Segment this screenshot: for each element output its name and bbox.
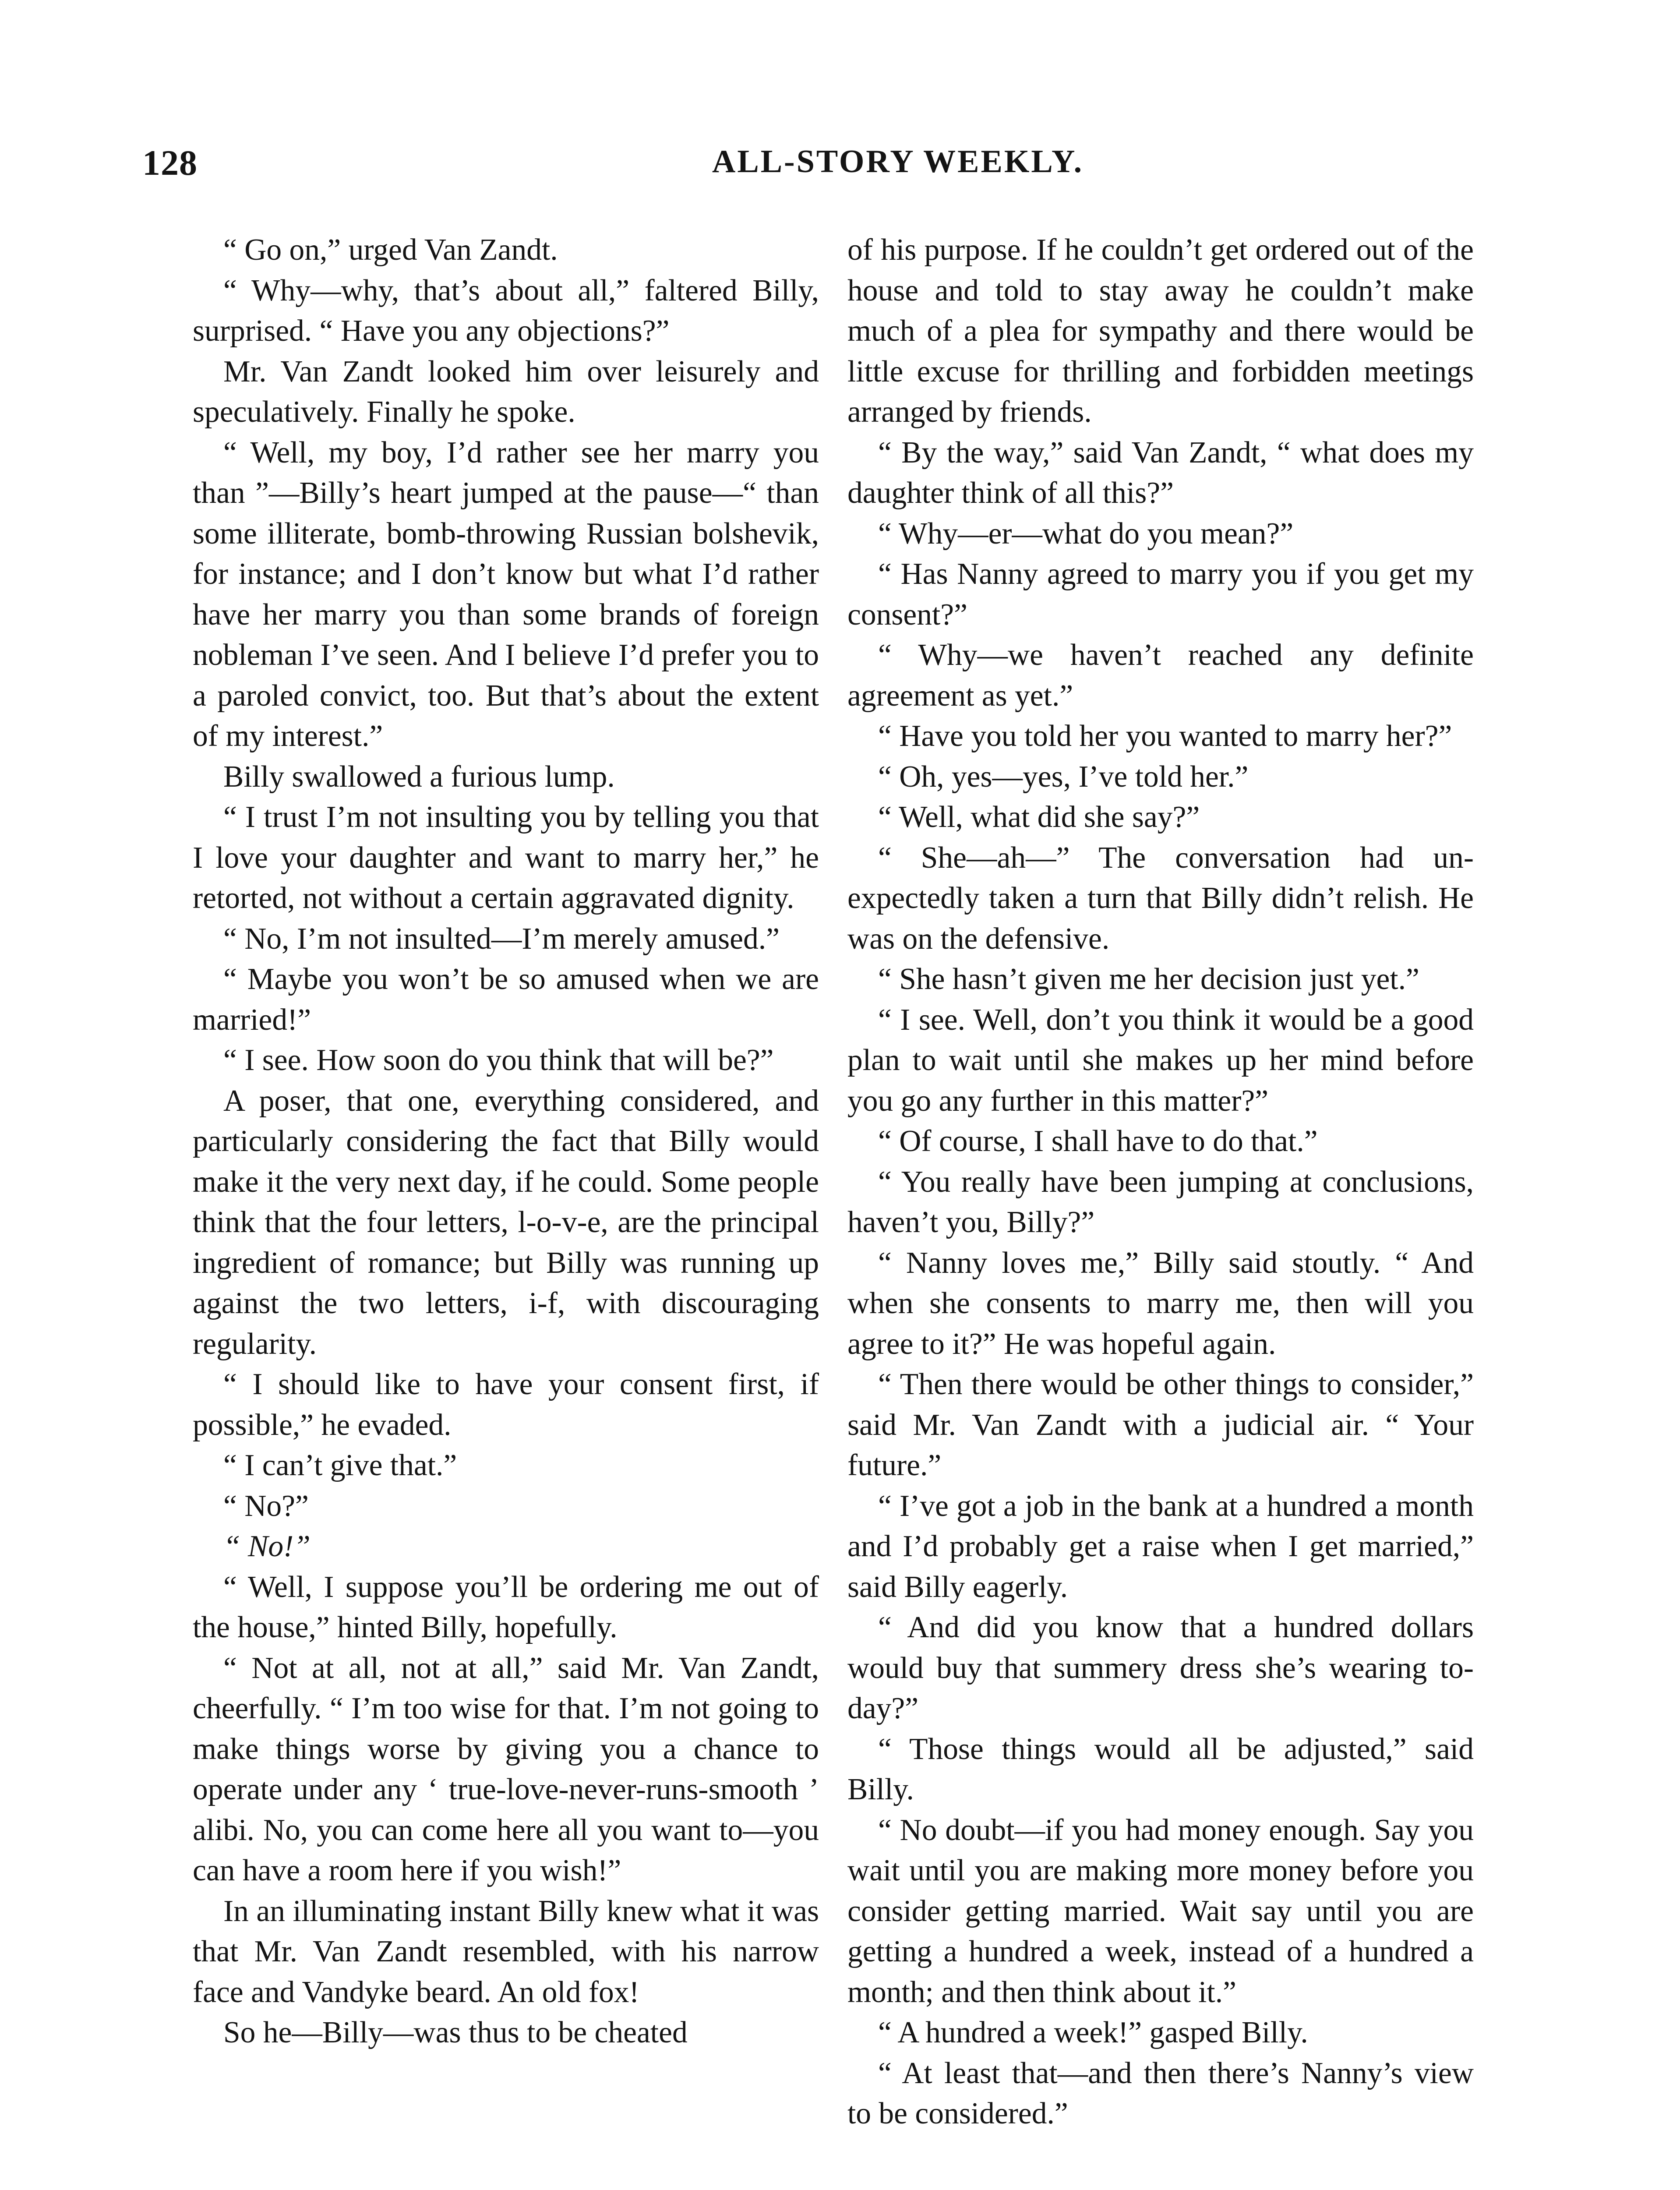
- paragraph: “ Of course, I shall have to do that.”: [878, 1124, 1318, 1158]
- paragraph: “ I see. How soon do you think that will be?”: [223, 1043, 774, 1077]
- right-column: [847, 230, 1474, 2134]
- paragraph: “ I see. Well, don’t you think it would be a good plan to wait until she makes up her mind before you go any further in this matter?”: [847, 1003, 1474, 1118]
- paragraph: “ Well, what did she say?”: [878, 800, 1200, 834]
- paragraph: “ Has Nanny agreed to marry you if you get my consent?”: [847, 557, 1474, 632]
- paragraph: “ Well, I suppose you’ll be ordering me out of the house,” hinted Billy, hopefully.: [193, 1570, 819, 1644]
- paragraph: “ Well, my boy, I’d rather see her marry you than ”—Billy’s heart jumped at the pause—“ than some illiterate, bomb-throwing Russian bolshevik, for instance; and I don’t know but what I’d rather have her marry you than some brands of foreign nobleman I’ve seen. And I believe I’d prefer you to a paroled convict, too. But that’s about the extent of my interest.”: [193, 435, 819, 753]
- paragraph: “ Oh, yes—yes, I’ve told her.”: [878, 759, 1249, 794]
- paragraph: So he—Billy—was thus to be cheated: [223, 2016, 688, 2049]
- paragraph: “ She—ah—” The conversation had unexpectedly taken a turn that Billy didn’t relish. He was on the defensive.: [847, 841, 1474, 956]
- paragraph: “ Maybe you won’t be so amused when we are married!”: [193, 962, 819, 1037]
- paragraph: of his purpose. If he couldn’t get ordered out of the house and told to stay away he couldn’t make much of a plea for sympathy and there would be little excuse for thrilling and forbidden meetings arranged by friends.: [847, 233, 1474, 429]
- paragraph: “ I can’t give that.”: [223, 1448, 457, 1482]
- paragraph: “ I trust I’m not insulting you by telling you that I love your daughter and want to marry her,” he retorted, not without a certain aggravated dignity.: [193, 800, 819, 915]
- paragraph: “ Those things would all be adjusted,” said Billy.: [847, 1732, 1474, 1806]
- paragraph: “ I’ve got a job in the bank at a hundred a month and I’d probably get a raise when I get married,” said Billy eagerly.: [847, 1489, 1474, 1604]
- paragraph: A poser, that one, everything considered, and particularly considering the fact that Billy would make it the very next day, if he could. Some people think that the four letters, l-o-v-e, are the principal ingredient of romance; but Billy was running up against the two letters, i-f, with discouraging regularity.: [193, 1084, 819, 1361]
- paragraph: “ I should like to have your consent first, if possible,” he evaded.: [193, 1367, 819, 1442]
- paragraph: “ Then there would be other things to consider,” said Mr. Van Zandt with a judicial air. “ Your future.”: [847, 1367, 1474, 1482]
- paragraph: “ Have you told her you wanted to marry her?”: [878, 719, 1452, 753]
- paragraph: In an illuminating instant Billy knew what it was that Mr. Van Zandt resembled, with his narrow face and Vandyke beard. An old fox!: [193, 1894, 819, 2009]
- paragraph: “ And did you know that a hundred dollars would buy that summery dress she’s wearing to-day?”: [847, 1611, 1474, 1725]
- paragraph: Mr. Van Zandt looked him over leisurely and speculatively. Finally he spoke.: [193, 354, 819, 429]
- paragraph: “ Go on,” urged Van Zandt.: [223, 233, 558, 267]
- paragraph: “ No!”: [223, 1529, 311, 1563]
- paragraph: “ No doubt—if you had money enough. Say you wait until you are making more money before you consider getting married. Wait say until you are getting a hundred a week, instead of a hundred a month; and then think about it.”: [847, 1813, 1474, 2009]
- running-head: ALL-STORY WEEKLY.: [712, 144, 1084, 180]
- paragraph: “ Why—we haven’t reached any definite agreement as yet.”: [847, 638, 1474, 713]
- left-column: [193, 230, 819, 2053]
- page-number: 128: [142, 143, 198, 183]
- paragraph: “ A hundred a week!” gasped Billy.: [878, 2016, 1308, 2049]
- paragraph: “ Nanny loves me,” Billy said stoutly. “ And when she consents to marry me, then will you agree to it?” He was hopeful again.: [847, 1246, 1474, 1361]
- paragraph: “ Why—why, that’s about all,” faltered Billy, surprised. “ Have you any objections?”: [193, 273, 819, 348]
- paragraph: “ No, I’m not insulted—I’m merely amused.”: [223, 922, 780, 956]
- paragraph: “ Not at all, not at all,” said Mr. Van Zandt, cheerfully. “ I’m too wise for that. I’m not going to make things worse by giving you a chance to operate under any ‘ true-love-never-runs-smooth ’ alibi. No, you can come here all you want to—you can have a room here if you wish!”: [193, 1651, 819, 1887]
- paragraph: “ At least that—and then there’s Nanny’s view to be considered.”: [847, 2056, 1474, 2130]
- paragraph: Billy swallowed a furious lump.: [223, 759, 615, 794]
- paragraph: “ By the way,” said Van Zandt, “ what does my daughter think of all this?”: [847, 435, 1474, 510]
- paragraph: “ You really have been jumping at conclusions, haven’t you, Billy?”: [847, 1165, 1474, 1239]
- paragraph: “ She hasn’t given me her decision just yet.”: [878, 962, 1419, 996]
- paragraph: “ Why—er—what do you mean?”: [878, 516, 1294, 551]
- paragraph: “ No?”: [223, 1489, 309, 1523]
